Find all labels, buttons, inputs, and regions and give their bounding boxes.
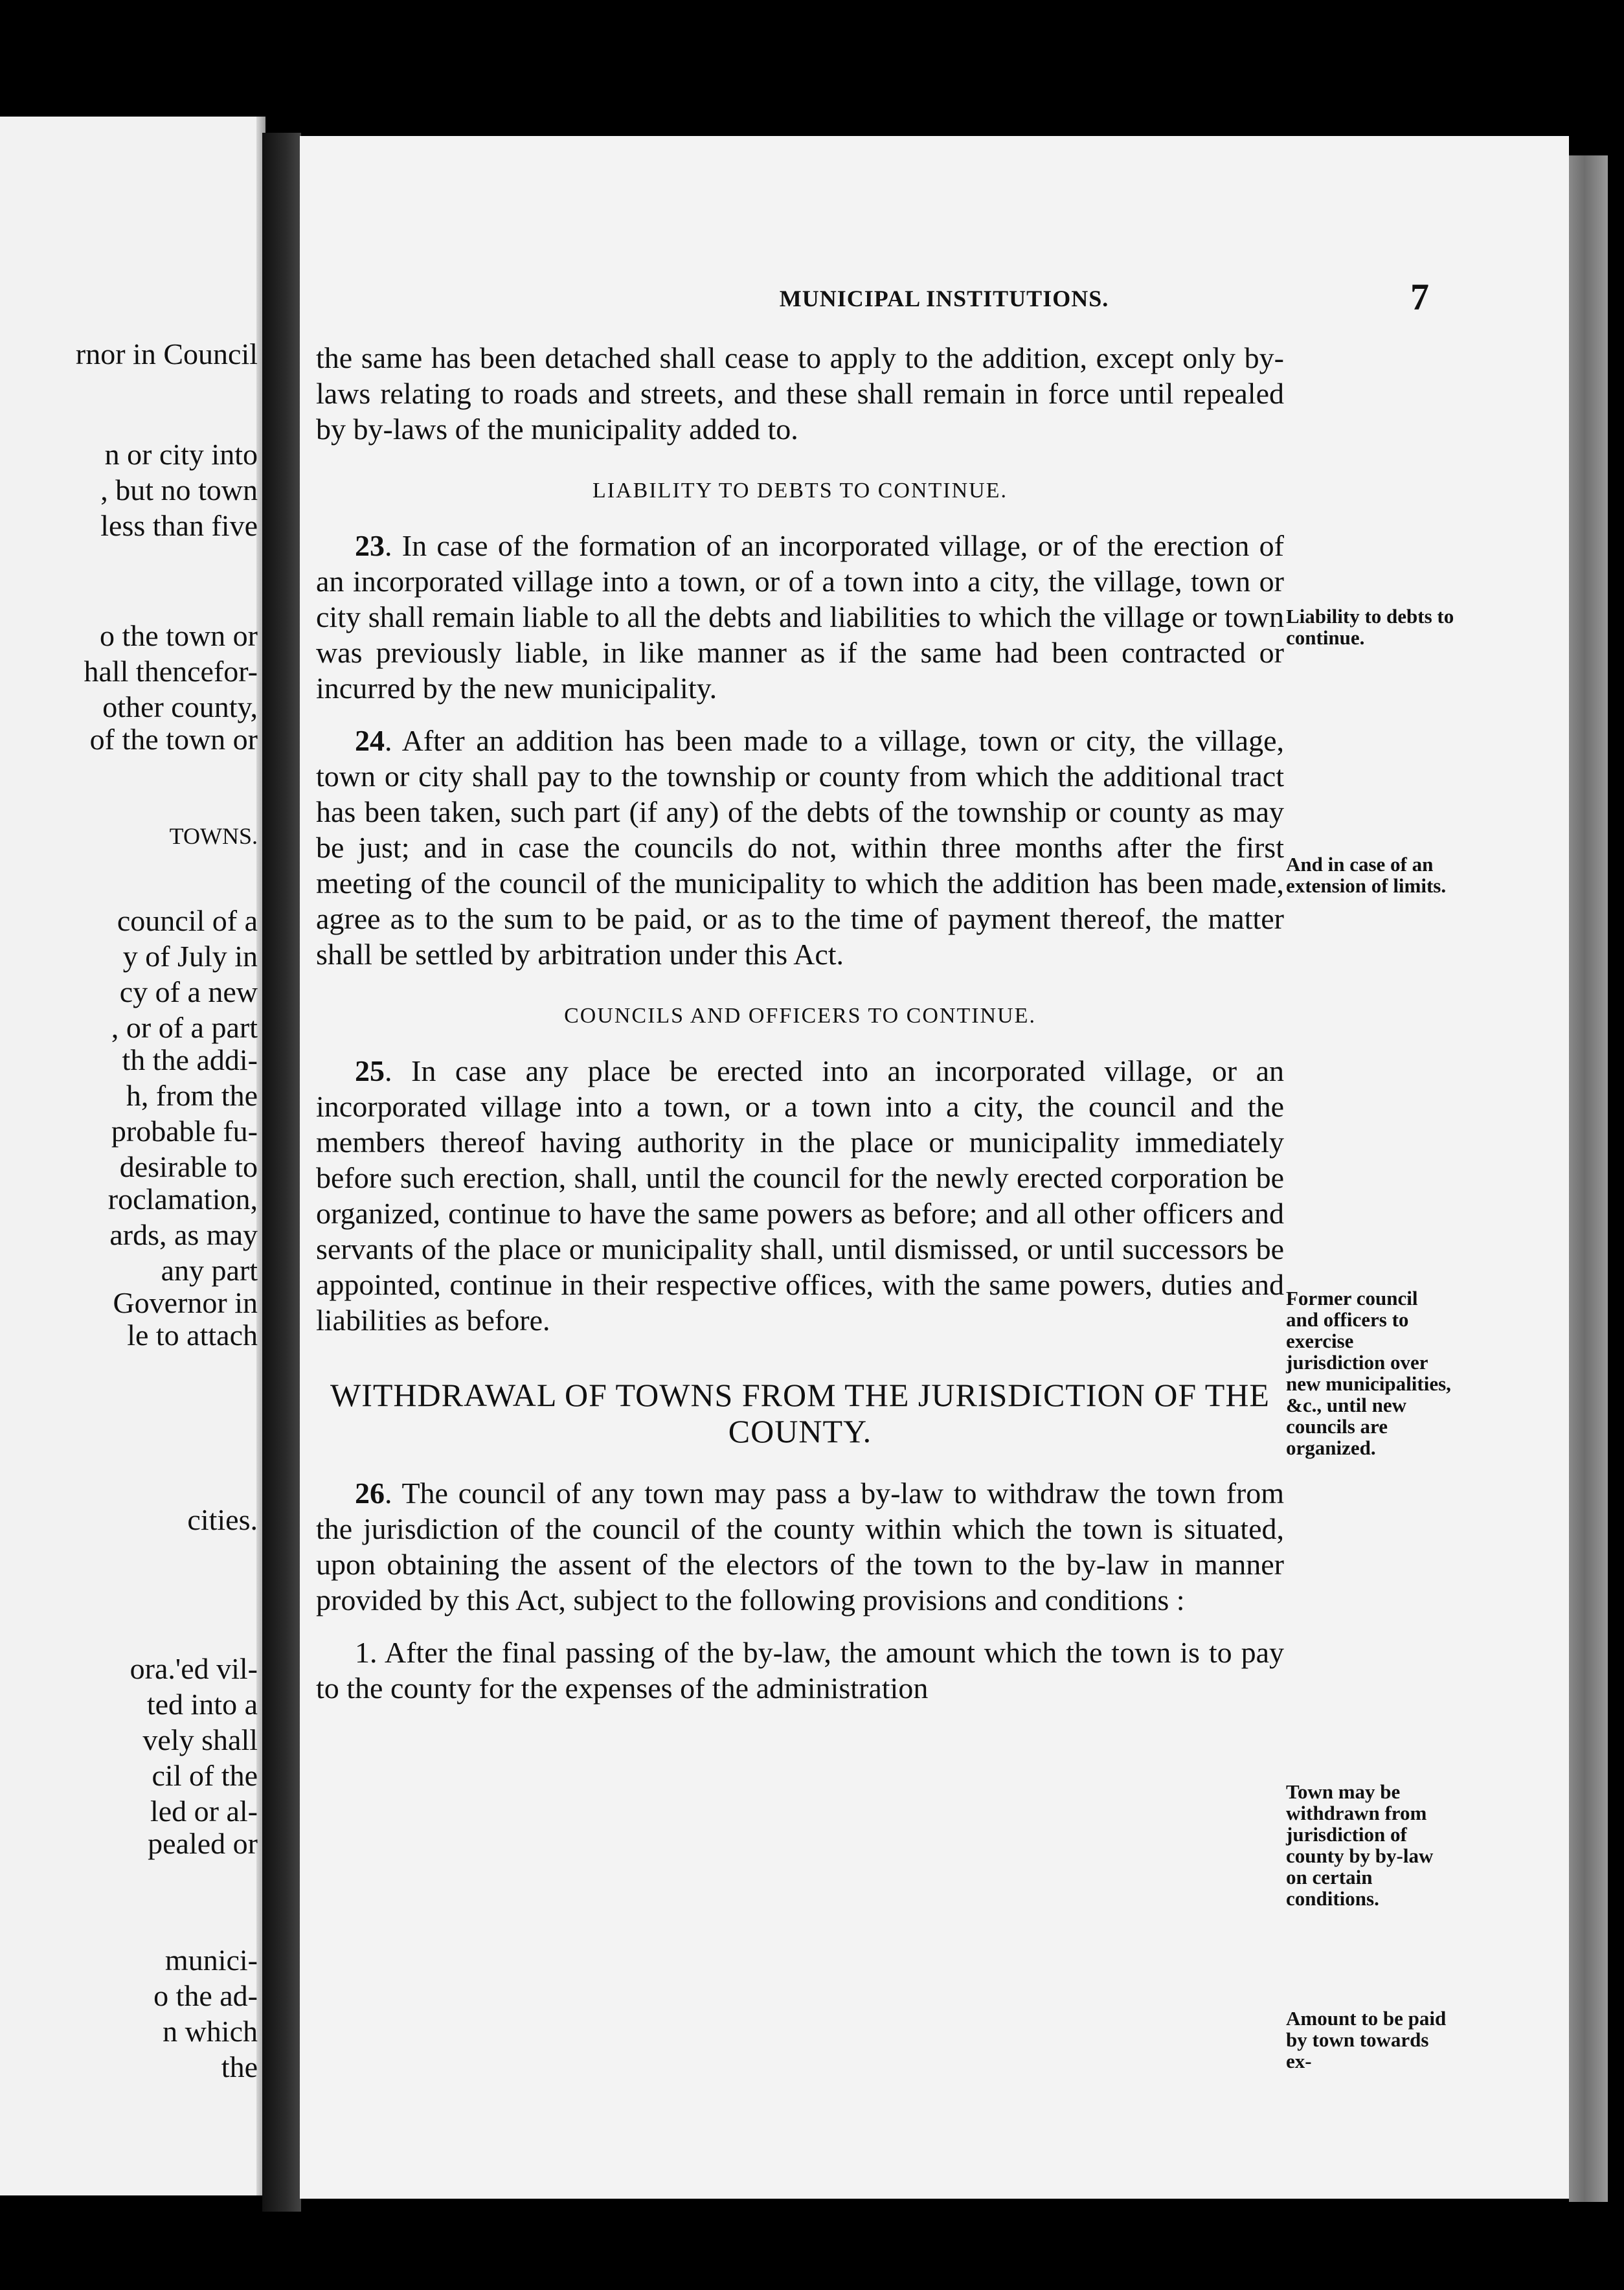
left-line: led or al- xyxy=(150,1795,258,1828)
left-line: n or city into xyxy=(104,438,258,471)
left-line: desirable to xyxy=(119,1150,258,1183)
left-line: the xyxy=(221,2050,258,2083)
margin-note-23: Liability to debts to continue. xyxy=(1286,605,1454,649)
left-line: council of a xyxy=(117,904,258,937)
left-line: ora.'ed vil- xyxy=(130,1652,258,1685)
left-line: ted into a xyxy=(146,1688,258,1721)
left-line: of the town or xyxy=(89,723,258,756)
heading-councils: COUNCILS AND OFFICERS TO CONTINUE. xyxy=(564,1004,1036,1028)
right-page xyxy=(300,136,1569,2199)
left-line: le to attach xyxy=(127,1319,258,1352)
margin-note-25: Former council and officers to exercise jurisdiction over new municipalities, &c., until new councils are organized. xyxy=(1286,1287,1451,1459)
left-line: cy of a new xyxy=(119,975,258,1008)
left-line: rnor in Council xyxy=(75,337,258,370)
section-25 xyxy=(316,1053,1284,1338)
section-text: . The council of any town may pass a by-law to withdraw the town from the jurisdiction of the council of the county within which the town is situated, upon obtaining the assent of the electors of the town to the by-law in manner provided by this Act, subject to the following provisions and conditions : xyxy=(316,1477,1284,1616)
left-line: vely shall xyxy=(142,1723,258,1756)
left-line: cities. xyxy=(187,1503,258,1536)
running-head: MUNICIPAL INSTITUTIONS. xyxy=(779,286,1109,312)
heading-liability: LIABILITY TO DEBTS TO CONTINUE. xyxy=(592,479,1008,503)
left-line: ards, as may xyxy=(109,1218,258,1251)
section-text: . In case any place be erected into an incorporated village, or an incorporated village into a town, or a town into a city, the council and the members thereof having authority in the place or municipality immediately before such erection, shall, until the council for the newly erected corporation be organized, continue to have the same powers as before; and all other officers and servants of the place or municipality shall, until dismissed, or until successors be appointed, continue in their respective offices, with the same powers, duties and liabilities as before. xyxy=(316,1054,1284,1337)
section-23 xyxy=(316,528,1284,706)
left-line: h, from the xyxy=(126,1079,258,1112)
left-line: probable fu- xyxy=(111,1115,258,1148)
left-line: cil of the xyxy=(152,1759,258,1792)
left-line: TOWNS. xyxy=(169,823,258,849)
left-line: th the addi- xyxy=(122,1043,258,1076)
section-number: 25 xyxy=(355,1054,385,1087)
left-line: o the ad- xyxy=(153,1979,258,2012)
section-26-subsection-1: 1. After the final passing of the by-law, the amount which the town is to pay to the county for the expenses of the administration xyxy=(316,1636,1284,1705)
left-line: , but no town xyxy=(100,473,258,506)
section-24 xyxy=(316,723,1284,972)
left-line: pealed or xyxy=(148,1827,258,1860)
margin-note-26-1: Amount to be paid by town towards ex- xyxy=(1286,2007,1447,2072)
left-line: roclamation, xyxy=(107,1183,258,1216)
left-line: munici- xyxy=(164,1944,258,1977)
section-text: . After an addition has been made to a village, town or city, the village, town or city shall pay to the township or county from which the additional tract has been taken, such part (if any) of the debts of the township or county as may be just; and in case the councils do not, within three months after the first meeting of the council of the municipality to which the addition has been made, agree as to the sum to be paid, or as to the time of payment thereof, the matter shall be settled by arbitration under this Act. xyxy=(316,724,1284,971)
left-line: any part xyxy=(161,1254,258,1287)
section-26 xyxy=(316,1475,1284,1618)
opening-paragraph: the same has been detached shall cease to apply to the addition, except only by-laws relating to roads and streets, and these shall remain in force until repealed by by-laws of the municipality added to. xyxy=(316,341,1284,446)
section-number: 26 xyxy=(355,1477,385,1510)
left-line: o the town or xyxy=(99,619,258,652)
margin-note-24: And in case of an extension of limits. xyxy=(1286,853,1447,897)
left-line: Governor in xyxy=(113,1286,258,1319)
left-line: y of July in xyxy=(122,940,258,973)
left-line: other county, xyxy=(102,690,258,723)
left-line: hall thencefor- xyxy=(84,655,258,688)
section-number: 23 xyxy=(355,529,385,562)
section-number: 24 xyxy=(355,724,385,757)
book-gutter xyxy=(262,133,301,2212)
left-line: , or of a part xyxy=(111,1011,258,1044)
main-text-column xyxy=(316,340,1284,1706)
heading-withdrawal: WITHDRAWAL OF TOWNS FROM THE JURISDICTION OF THE COUNTY. xyxy=(330,1377,1270,1449)
margin-note-26: Town may be withdrawn from jurisdiction of county by by-law on certain conditions. xyxy=(1286,1780,1434,1910)
left-line: n which xyxy=(163,2015,258,2048)
section-text: . In case of the formation of an incorporated village, or of the erection of an incorporated village into a town, or of a town into a city, the village, town or city shall remain liable to all the debts and liabilities to which the village or town was previously liable, in like manner as if the same had been contracted or incurred by the new municipality. xyxy=(316,529,1284,705)
page-stack-edge xyxy=(1569,155,1608,2202)
left-line: less than five xyxy=(100,509,258,542)
page-number: 7 xyxy=(1410,276,1429,318)
left-facing-page xyxy=(0,117,265,2195)
